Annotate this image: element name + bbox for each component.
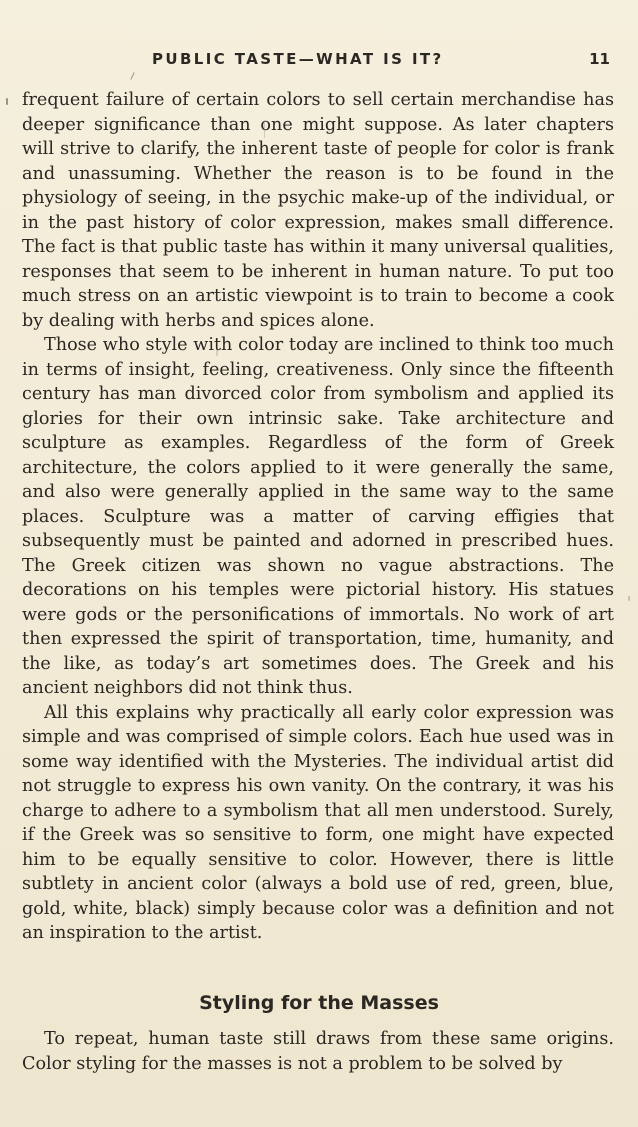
paragraph-4: To repeat, human taste still draws from these same origins. Color styling for the masses is not a problem to be solved by bbox=[22, 1029, 614, 1074]
page-number: 11 bbox=[589, 50, 610, 68]
chapter-title: PUBLIC TASTE—WHAT IS IT? bbox=[152, 50, 444, 68]
paragraph-3: All this explains why practically all early color expression was simple and was comprised of simple colors. Each hue used was in some way identified with the Mysteries. The individual artist did not struggle to express his own vanity. On the contrary, it was his charge to adhere to a symbolism that all men understood. Surely, if the Greek was so sensitive to form, one might have expected him to be equally sensitive to color. However, there is little subtlety in ancient color (always a bold use of red, green, blue, gold, white, black) simply because color was a definition and not an inspiration to the artist. bbox=[22, 702, 614, 943]
body-text-continued bbox=[22, 1027, 614, 1076]
paragraph-1: frequent failure of certain colors to sell certain merchandise has deeper significance than one might suppose. As later chapters will strive to clarify, the inherent taste of people for color is frank and unassuming. Whether the reason is to be found in the physiology of seeing, in the psychic make-up of the individual, or in the past history of color expression, makes small difference. The fact is that public taste has within it many universal qualities, responses that seem to be inherent in human nature. To put too much stress on an artistic viewpoint is to train to become a cook by dealing with herbs and spices alone. bbox=[22, 90, 614, 331]
scan-mark bbox=[216, 350, 218, 356]
body-text bbox=[22, 88, 614, 946]
running-head bbox=[20, 50, 614, 74]
scan-mark bbox=[6, 98, 8, 105]
scan-mark bbox=[628, 596, 630, 601]
section-heading: Styling for the Masses bbox=[199, 992, 439, 1014]
scan-mark bbox=[264, 120, 265, 138]
paragraph-2: Those who style with color today are inclined to think too much in terms of insight, feeling, creativeness. Only since the fifteenth century has man divorced color from symbolism and applied its glories for their own intrinsic sake. Take architecture and sculpture as examples. Regardless of the form of Greek architecture, the colors applied to it were generally the same, and also were generally applied in the same way to the same places. Sculpture was a matter of carving effigies that subsequently must be painted and adorned in prescribed hues. The Greek citizen was shown no vague abstractions. The decorations on his temples were pictorial history. His statues were gods or the personifications of immortals. No work of art then expressed the spirit of transportation, time, humanity, and the like, as today’s art sometimes does. The Greek and his ancient neighbors did not think thus. bbox=[22, 335, 614, 698]
